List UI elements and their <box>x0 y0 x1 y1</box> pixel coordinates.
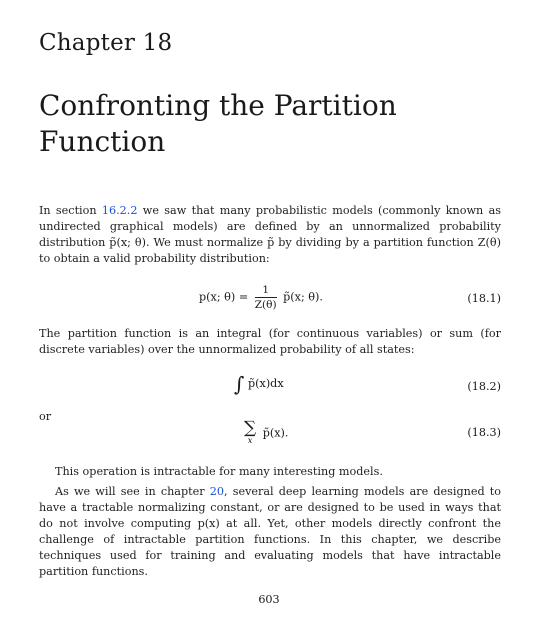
eq3-summand: p̃(x). <box>262 426 289 440</box>
equation-18-3 <box>39 418 501 448</box>
equation-18-1 <box>39 284 501 314</box>
closing-text-end: , several deep learning models are designed to have a tractable normalizing constant, or are designed to be used in ways that do not involve computing p(x) at all. Yet, other models directly confront the challenge of intractable partition functions. In this chapter, we describe techniques used for training and evaluating models that have intractable partition functions. <box>39 485 501 578</box>
sum-operator <box>244 420 256 446</box>
page-number: 603 <box>258 593 280 606</box>
summation-symbol: ∑ <box>244 418 257 438</box>
closing-text-start: As we will see in chapter <box>55 485 210 498</box>
integral-symbol: ∫ <box>234 372 245 396</box>
summation-subscript: x <box>247 436 253 446</box>
eq1-fraction <box>255 284 277 311</box>
chapter-title: Confronting the Partition Function <box>39 89 397 158</box>
eq1-right: p̃(x; θ). <box>283 290 323 304</box>
closing-paragraph <box>39 484 501 580</box>
or-connector: or <box>39 410 52 423</box>
equation-18-2 <box>39 372 501 402</box>
equation-18-1-body <box>199 284 323 311</box>
eq1-numerator: 1 <box>255 284 277 298</box>
chapter-reference-link[interactable]: 20 <box>209 485 224 498</box>
equation-number-18-2: (18.2) <box>467 380 501 393</box>
eq1-denominator: Z(θ) <box>254 299 277 311</box>
equation-18-3-body <box>244 420 288 446</box>
intro-text-start: In section <box>39 204 102 217</box>
eq2-integrand: p̃(x)dx <box>247 377 284 390</box>
equation-18-2-body <box>234 374 284 394</box>
intro-text-end: we saw that many probabilistic models (commonly known as undirected graphical models) are defined by an unnormalized probability distribution p̃(x; θ). We must normalize p̃ by dividing by a partition function Z(θ) to obtain a valid probability distribution: <box>39 204 501 265</box>
intractable-paragraph: This operation is intractable for many interesting models. <box>55 465 383 478</box>
intro-paragraph <box>39 203 501 267</box>
eq1-left: p(x; θ) = <box>199 290 249 304</box>
equation-number-18-1: (18.1) <box>467 292 501 305</box>
partition-paragraph: The partition function is an integral (for continuous variables) or sum (for discrete variables) over the unnormalized probability of all states: <box>39 327 501 356</box>
chapter-label: Chapter 18 <box>39 30 173 56</box>
equation-number-18-3: (18.3) <box>467 426 501 439</box>
section-reference-link[interactable]: 16.2.2 <box>101 204 138 217</box>
